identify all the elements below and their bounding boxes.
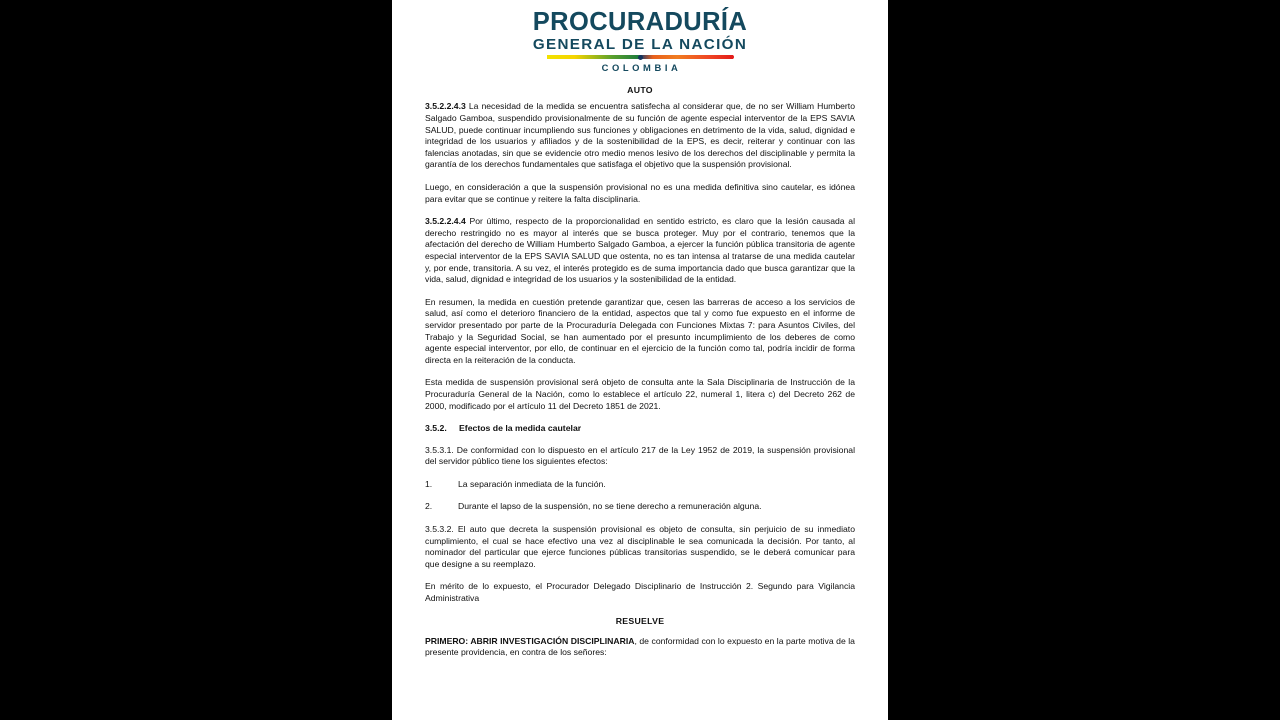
paragraph-en-merito: En mérito de lo expuesto, el Procurador Delegado Disciplinario de Instrucción 2. Segundo para Vigilancia Administrativa bbox=[425, 581, 855, 603]
paragraph-3-5-3-1: 3.5.3.1. De conformidad con lo dispuesto en el artículo 217 de la Ley 1952 de 2019, la suspensión provisional del servidor público tiene los siguientes efectos: bbox=[425, 444, 855, 467]
list-item-text: La separación inmediata de la función. bbox=[458, 478, 606, 489]
document-body bbox=[392, 85, 888, 658]
paragraph-luego: Luego, en consideración a que la suspensión provisional no es una medida definitiva sino cautelar, es idónea para evitar que se continue y reitere la falta disciplinaria. bbox=[425, 182, 855, 204]
paragraph-3-5-2-2-4-3 bbox=[425, 101, 855, 171]
logo-bar-right-dot-icon bbox=[730, 55, 734, 59]
paragraph-3-5-3-2: 3.5.3.2. El auto que decreta la suspensión provisional es objeto de consulta, sin perjuicio de su inmediato cumplimiento, el cual se hace efectivo una vez al disciplinable le sea comunicada la decisión. Por tanto, al nominador del particular que ejerce funciones públicas transitorias suspendido, se le deberá comunicar para que designe a su reemplazo. bbox=[425, 523, 855, 569]
resolution-rest-text: , de conformidad con lo expuesto en la parte motiva de la presente providencia, en contra de los señores: bbox=[425, 635, 855, 658]
document-title-auto: AUTO bbox=[627, 85, 653, 96]
paragraph-text-2: Por último, respecto de la proporcionalidad en sentido estricto, es claro que la lesión causada al derecho restringido no es mayor al interés que se busca proteger. Muy por el contrario, tenemos que la afectación del derecho de William Humberto Salgado Gamboa, a ejercer la función pública transitoria de agente especial interventor de la EPS SAVIA SALUD que ostenta, no es tan intensa al tratarse de una medida cautelar y, por ende, transitoria. A su vez, el interés protegido es de suma importancia dado que busca garantizar que la vida, salud, dignidad e integridad de los usuarios y la sostenibilidad de la entidad. bbox=[425, 216, 855, 285]
paragraph-number-1: 3.5.2.2.4.3 bbox=[425, 101, 466, 112]
paragraph-3-5-2-2-4-4 bbox=[425, 216, 855, 286]
section-heading-title: Efectos de la medida cautelar bbox=[459, 423, 582, 434]
logo-tricolor-bar bbox=[547, 55, 733, 59]
logo-bar-left-half bbox=[547, 55, 640, 59]
paragraph-primero-abrir-investigacion bbox=[425, 636, 855, 659]
list-item-text: Durante el lapso de la suspensión, no se tiene derecho a remuneración alguna. bbox=[458, 501, 762, 512]
paragraph-text-1: La necesidad de la medida se encuentra satisfecha al considerar que, de no ser William Humberto Salgado Gamboa, suspendido provisionalmente de su función de agente especial interventor de la EPS SAVIA SALUD, puede continuar incumpliendo sus funciones y obligaciones en detrimento de la vida, salud, dignidad e integridad de los usuarios y afiliados y de la sostenibilidad de la EPS, es decir, reiterar y continuar con las falencias anotadas, sin que se evidencie otro medio menos lesivo de los derechos del disciplinable y permita la garantía de los derechos fundamentales que satisfaga el objetivo que la suspensión provisional. bbox=[425, 101, 855, 170]
resolution-bold-prefix: PRIMERO: ABRIR INVESTIGACIÓN DISCIPLINARIA bbox=[425, 635, 635, 646]
logo-title-procuraduria: PROCURADURÍA bbox=[532, 8, 748, 36]
paragraph-en-resumen: En resumen, la medida en cuestión pretende garantizar que, cesen las barreras de acceso a los servicios de salud, así como el deterioro financiero de la entidad, aspectos que tal y como fue expuesto en el informe de servidor presentado por parte de la Procuraduría Delegada con Funciones Mixtas 7: para Asuntos Civiles, del Trabajo y la Seguridad Social, se han aumentado por el presunto incumplimiento de los deberes de como agente especial interventor, por ello, de continuar en el ejercicio de la función como tal, podría incidir de forma directa en la reiteración de la conducta. bbox=[425, 296, 855, 365]
document-page bbox=[392, 0, 888, 720]
section-heading-efectos bbox=[425, 423, 855, 435]
list-item-number: 2. bbox=[425, 501, 433, 512]
paragraph-consulta-sala-disciplinaria: Esta medida de suspensión provisional será objeto de consulta ante la Sala Disciplinaria de Instrucción de la Procuraduría General de la Nación, como lo establece el artículo 22, numeral 1, litera c) del Decreto 262 de 2000, modificado por el artículo 11 del Decreto 1851 de 2021. bbox=[425, 377, 855, 411]
heading-resuelve: RESUELVE bbox=[615, 615, 665, 626]
list-item-number: 1. bbox=[425, 478, 433, 489]
letterhead bbox=[392, 0, 888, 76]
logo-bar-right-half bbox=[640, 55, 733, 59]
pgn-logo bbox=[533, 10, 747, 73]
logo-bar-center-dot-icon bbox=[638, 55, 643, 60]
list-item bbox=[425, 479, 855, 491]
list-item bbox=[425, 501, 855, 513]
section-heading-number: 3.5.2. bbox=[425, 423, 447, 434]
logo-subtitle-general-nacion: GENERAL DE LA NACIÓN bbox=[532, 35, 748, 53]
logo-country-colombia: COLOMBIA bbox=[601, 62, 682, 74]
paragraph-number-2: 3.5.2.2.4.4 bbox=[425, 216, 466, 227]
effects-list bbox=[425, 479, 855, 513]
